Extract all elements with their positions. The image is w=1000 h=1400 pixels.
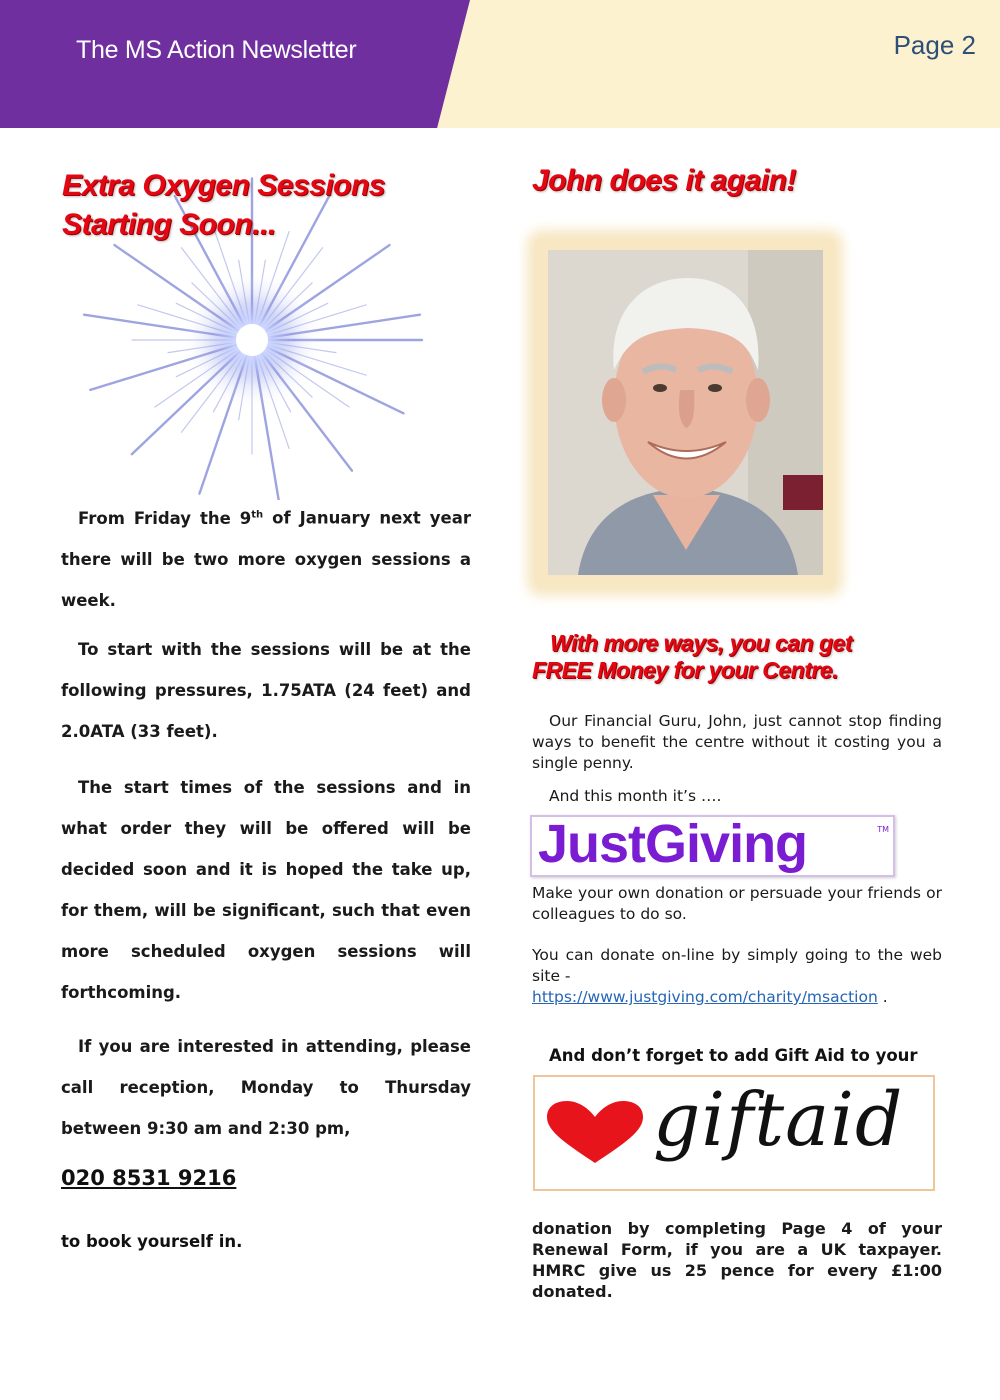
- page-number: Page 2: [893, 30, 976, 60]
- justgiving-url-link[interactable]: https://www.justgiving.com/charity/msaction: [532, 988, 878, 1006]
- donation-note: donation by completing Page 4 of your Renewal Form, if you are a UK taxpayer. HMRC give us 25 pence for every £1:00 donated.: [532, 1219, 942, 1301]
- donation-text: Make your own donation or persuade your friends or colleagues to do so.: [532, 884, 942, 923]
- oxygen-paragraph-2: To start with the sessions will be at the following pressures, 1.75ATA (24 feet) and 2.0ATA (33 feet).: [61, 640, 471, 741]
- oxygen-headline: [62, 166, 482, 244]
- page-header: [0, 0, 1000, 128]
- free-money-headline: [532, 630, 952, 684]
- giftaid-logo-text: giftaid: [653, 1077, 904, 1163]
- oxygen-paragraph-3: The start times of the sessions and in what order they will be offered will be decided soon and it is hoped the take up, for them, will be significant, such that even more scheduled oxygen sessions will forthcoming.: [61, 778, 471, 1002]
- book-yourself-text: to book yourself in.: [61, 1232, 243, 1251]
- newsletter-title: The MS Action Newsletter: [76, 36, 357, 64]
- gift-aid-lead-text: And don’t forget to add Gift Aid to your: [549, 1046, 918, 1065]
- free-money-line1: With more ways, you can get: [550, 630, 852, 656]
- heart-icon: [545, 1101, 645, 1165]
- oxygen-headline-line1: Extra Oxygen Sessions: [62, 169, 385, 202]
- john-portrait-photo: [548, 250, 823, 575]
- giftaid-logo: [533, 1075, 935, 1191]
- reception-phone-link[interactable]: 020 8531 9216: [61, 1166, 237, 1190]
- oxygen-headline-line2: Starting Soon...: [62, 208, 276, 241]
- donate-online-text: You can donate on-line by simply going to the web site - https://www.justgiving.com/charity/msaction .: [532, 946, 942, 1006]
- justgiving-logo[interactable]: [530, 815, 895, 877]
- this-month-text: And this month it’s ….: [549, 787, 722, 805]
- justgiving-tm: TM: [877, 825, 889, 834]
- john-headline: John does it again!: [532, 164, 796, 197]
- free-money-line2: FREE Money for your Centre.: [532, 657, 838, 683]
- financial-guru-text: Our Financial Guru, John, just cannot stop finding ways to benefit the centre without it costing you a single penny.: [532, 712, 942, 772]
- justgiving-logo-text: JustGiving: [538, 814, 808, 874]
- oxygen-paragraph-1: From Friday the 9th of January next year there will be two more oxygen sessions a week.: [61, 508, 471, 610]
- oxygen-paragraph-4: If you are interested in attending, please call reception, Monday to Thursday between 9:30 am and 2:30 pm,: [61, 1037, 471, 1138]
